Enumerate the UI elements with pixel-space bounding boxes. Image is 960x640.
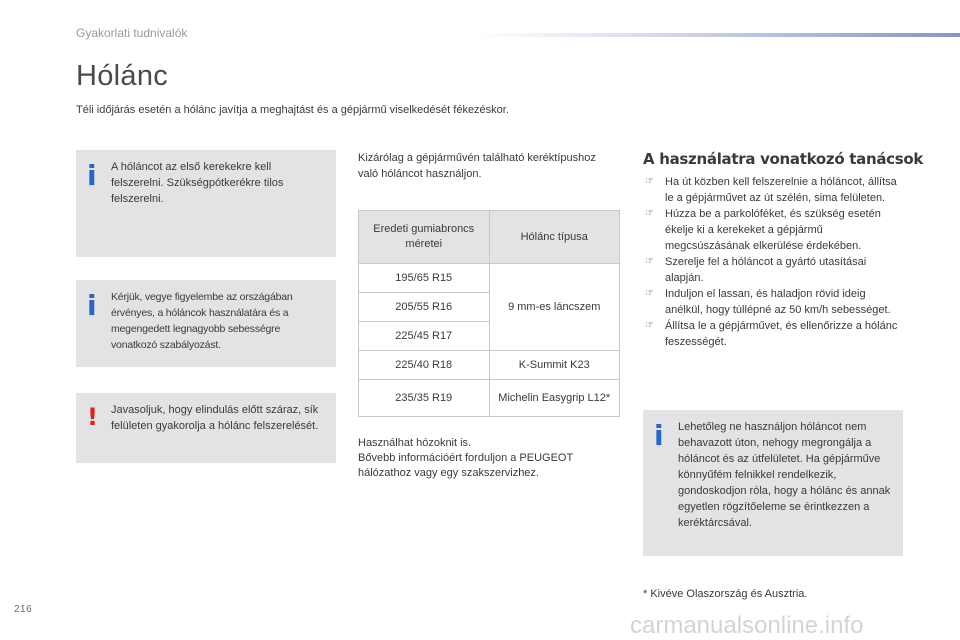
wheel-type-text: Kizárólag a gépjárművén található keréktípushoz való hóláncot használjon. [358,152,596,180]
note-text: Lehetőleg ne használjon hóláncot nem behavazott úton, nehogy megrongálja a hóláncot és az útfelületet. Ha gépjárműve könnyűfém felnikkel rendelkezik, gondoskodjon róla, hogy a hólánc és annak egyetlen rögzítőeleme se érintkezzen a keréktárcsával. [678,421,891,529]
sock-info-text [358,436,618,481]
section-label: Gyakorlati tudnivalók [76,26,188,40]
pointing-hand-icon: ☞ [645,320,654,331]
pointing-hand-icon: ☞ [645,208,654,219]
advice-title: A használatra vonatkozó tanácsok [643,150,924,168]
list-item: ☞ Szerelje fel a hóláncot a gyártó utasításai alapján. [645,256,867,284]
table-row [359,351,620,380]
page-title: Hólánc [76,60,169,92]
sock-line: Használhat hózoknit is. [358,437,472,449]
pointing-hand-icon: ☞ [645,176,654,187]
network-line: Bővebb információért forduljon a PEUGEOT hálózathoz vagy egy szakszervizhez. [358,452,574,479]
info-icon: i [87,289,97,322]
note-text: Kérjük, vegye figyelembe az országában érvényes, a hóláncok használatára és a megengedett legnagyobb sebességre vonatkozó szabályozást. [111,291,293,351]
warning-icon: ! [87,403,98,431]
note-front-wheels [76,150,336,257]
note-text: A hóláncot az első kerekekre kell felszerelni. Szükségpótkerékre tilos felszerelni. [111,161,284,205]
pointing-hand-icon: ☞ [645,256,654,267]
table-row [359,380,620,417]
snow-chain-table [358,210,620,417]
header-rule [478,33,960,37]
tire-size-cell: 205/55 R16 [359,293,490,322]
table-row [359,264,620,293]
column-header-tire-size: Eredeti gumiabroncs méretei [359,211,490,264]
list-item: ☞ Induljon el lassan, és haladjon rövid ideig anélkül, hogy túllépné az 50 km/h sebességet. [645,288,891,316]
chain-type-cell: K-Summit K23 [489,351,620,380]
advice-list [643,174,898,350]
tire-size-cell: 235/35 R19 [359,380,490,417]
list-item: ☞ Állítsa le a gépjárművet, és ellenőrizze a hólánc feszességét. [645,320,898,348]
note-regulations [76,280,336,367]
watermark: carmanualsonline.info [630,612,864,639]
list-item: ☞ Húzza be a parkolóféket, és szükség esetén ékelje ki a kerekeket a gépjármű megcsúszásának elkerülése érdekében. [645,208,881,252]
tire-size-cell: 195/65 R15 [359,264,490,293]
chain-type-cell: 9 mm-es láncszem [489,264,620,351]
table-header-row [359,211,620,264]
list-item: ☞ Ha út közben kell felszerelnie a hóláncot, állítsa le a gépjárművet az út szélén, sima felületen. [645,176,897,204]
chain-type-cell: Michelin Easygrip L12* [489,380,620,417]
tire-size-cell: 225/45 R17 [359,322,490,351]
info-icon: i [654,419,664,452]
note-road-surface [643,410,903,556]
tire-size-cell: 225/40 R18 [359,351,490,380]
note-practice-warning [76,393,336,463]
note-text: Javasoljuk, hogy elindulás előtt száraz, sík felületen gyakorolja a hólánc felszerelését. [111,404,319,432]
intro-text: Téli időjárás esetén a hólánc javítja a meghajtást és a gépjármű viselkedését fékezéskor. [76,104,509,116]
column-header-chain-type: Hólánc típusa [489,211,620,264]
info-icon: i [87,159,97,192]
pointing-hand-icon: ☞ [645,288,654,299]
page-number: 216 [14,604,33,615]
footnote: * Kivéve Olaszország és Ausztria. [643,588,808,600]
